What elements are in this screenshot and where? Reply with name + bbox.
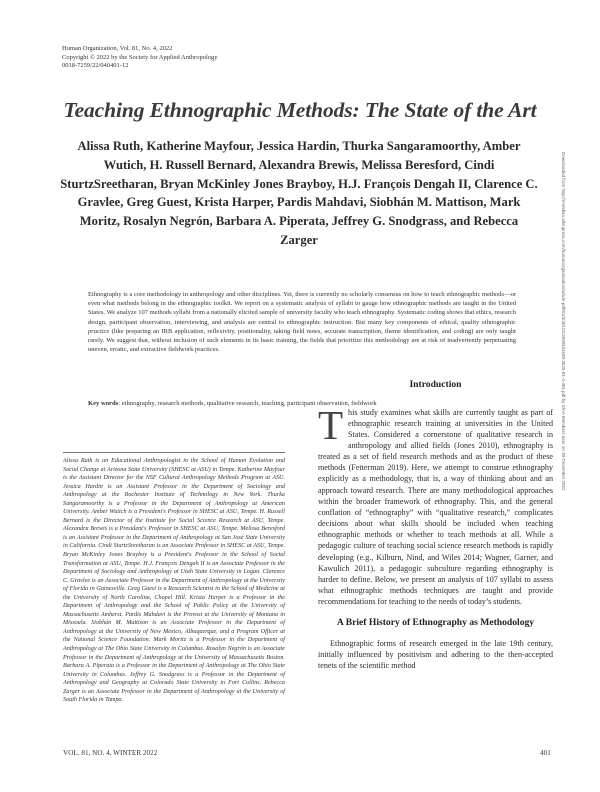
introduction-heading: Introduction — [409, 379, 462, 390]
introduction-text: his study examines what skills are currently taught as part of ethnographic research training at universities in the United States. Considered a cornerstone of qualitative research in anthropology and allied fields (Jones 2010), ethnography is treated as a set of field research methods and as the product of these methods (Fetterman 2019). Here, we attempt to construe ethnography explicitly as a methodology, that is, a way of thinking about and an approach toward research. There are many methodological approaches within the broader framework of ethnography. This, and the general conflation of “ethnography” with “qualitative research,” complicates decisions about what skills should be included when teaching ethnographic methods or whether to teach methods at all. While a pedagogic culture of teaching social science research methods is rapidly developing (e.g., Kilburn, Nind, and Wiles 2014; Wagner, Garner, and Kawulich 2011), a pedagogic subculture regarding ethnography is harder to define. Below, we present an analysis of 107 syllabi to assess what ethnographic methods techniques are taught and provide recommendations for teaching to the needs of today’s students. — [318, 407, 553, 607]
drop-cap: T — [318, 401, 344, 448]
introduction-paragraph — [318, 401, 553, 608]
body-column — [318, 379, 553, 671]
copyright-line: Copyright © 2022 by the Society for Applied Anthropology — [62, 53, 218, 61]
abstract-text-before: Ethnography is a core methodology in anthropology and other disciplines. Yet, there is currently no scholarly consensus on how to teach ethnographic methods—or even what methods belong in the ethnographic toolkit. We report on a systematic analysis of syllabi to gauge how ethnographic methods are taught in the United States. We analyze 107 methods syllabi from a nationally elicited sample of university faculty who teach ethnography. Systematic coding shows that ethics, research design, participant observation, interviewing, and analysis are central to ethnographic instruction. But many key components of ethical, quality ethnographic — [88, 291, 516, 326]
author-notes-column — [63, 452, 285, 705]
download-watermark: Downloaded from http://meridian.allenpress.com/humanorganization/article-pdf/81/4/401/3139385/i1938-3525-81-4-401.pdf by SfAA Members user on 30 December 2022 — [561, 152, 566, 491]
journal-citation: Human Organization, Vol. 81, No. 4, 2022 — [62, 45, 173, 52]
history-heading: A Brief History of Ethnography as Methodology — [336, 617, 535, 629]
author-notes: Alissa Ruth is an Educational Anthropologist in the School of Human Evolution and Social Change at Arizona State University (SHESC at ASU) in Tempe. Katherine Mayfour is the Assistant Director for the NSF Cultural Anthropology Methods Program at ASU. Jessica Hardin is an Assistant Professor in the Department of Sociology and Anthropology at the Rochester Institute of Technology in New York. Thurka Sangaramoorthy is a Professor in the Department of Anthropology at American University. Amber Wutich is a President's Professor in SHESC at ASU, Tempe. H. Russell Bernard is the Director of the Institute for Social Science Research at ASU, Tempe. Alexandra Brewis is a President's Professor in SHESC at ASU, Tempe. Melissa Beresford is an Assistant Professor in the Department of Anthropology at San José State University in California. Cindi SturtzSreetharan is an Associate Professor in SHESC at ASU, Tempe. Bryan McKinley Jones Brayboy is a President's Professor in the School of Social Transformation at ASU, Tempe. H.J. François Dengah II is an Associate Professor in the Department of Sociology and Anthropology at Utah State University in Logan. Clarence C. Gravlee is an Associate Professor in the Department of Anthropology at the University of Florida in Gainesville. Greg Guest is a Research Scientist in the School of Medicine at the University of North Carolina, Chapel Hill. Krista Harper is a Professor in the Department of Anthropology and the School of Public Policy at the University of Massachusetts Amherst. Pardis Mahdavi is the Provost at the University of Montana in Missoula. Siobhán M. Mattison is an Associate Professor in the Department of Anthropology at the University of New Mexico, Albuquerque, and a Program Officer at the National Science Foundation. Mark Moritz is a Professor in the Department of Anthropology at The Ohio State University in Columbus. Rosalyn Negrón is an Associate Professor in the Department of Anthropology at the University of Massachusetts Boston. Barbara A. Piperata is a Professor in the Department of Anthropology at The Ohio State University in Columbus. Jeffrey G. Snodgrass is a Professor in the Department of Anthropology and Geography at Colorado State University in Fort Collins. Rebecca Zarger is an Associate Professor in the Department of Anthropology at the University of South Florida in Tampa. — [63, 458, 285, 704]
article-title: Teaching Ethnographic Methods: The State of the Art — [63, 98, 537, 122]
journal-header — [62, 45, 218, 71]
footer-volume: VOL. 81, NO. 4, WINTER 2022 — [63, 749, 158, 757]
abstract-italic-term: practice — [88, 327, 110, 335]
abstract — [88, 290, 516, 354]
issn-line: 0018-7259/22/040401-12 — [62, 62, 129, 70]
author-list: Alissa Ruth, Katherine Mayfour, Jessica Hardin, Thurka Sangaramoorthy, Amber Wutich, H. Russell Bernard, Alexandra Brewis, Melissa Beresford, Cindi SturtzSreetharan, Bryan McKinley Jones Brayboy, H.J. François Dengah II, Clarence C. Gravlee, Greg Guest, Krista Harper, Pardis Mahdavi, Siobhán M. Mattison, Mark Moritz, Rosalyn Negrón, Barbara A. Piperata, Jeffrey G. Snodgrass, and Rebecca Zarger — [60, 139, 538, 247]
page-number: 401 — [540, 749, 551, 757]
author-notes-divider — [63, 452, 285, 453]
keywords-list: : ethnography, research methods, qualitative research, teaching, participant observation, fieldwork — [118, 400, 377, 407]
abstract-text-after: (like preparing an IRB application, reflexivity, positionality, taking field notes, accurate transcription, theme identification, and coding) are only taught rarely. We suggest that, without inclusion of such elements in its basic training, the fields that prioritize this methodology are at risk of inadvertently perpetuating uneven, erratic, and extractive fieldwork practices. — [88, 327, 516, 354]
keywords-label: Key words — [88, 400, 119, 407]
history-paragraph: Ethnographic forms of research emerged in the late 19th century, initially influenced by positivism and adhering to the then-accepted tenets of the scientific method — [318, 638, 553, 671]
